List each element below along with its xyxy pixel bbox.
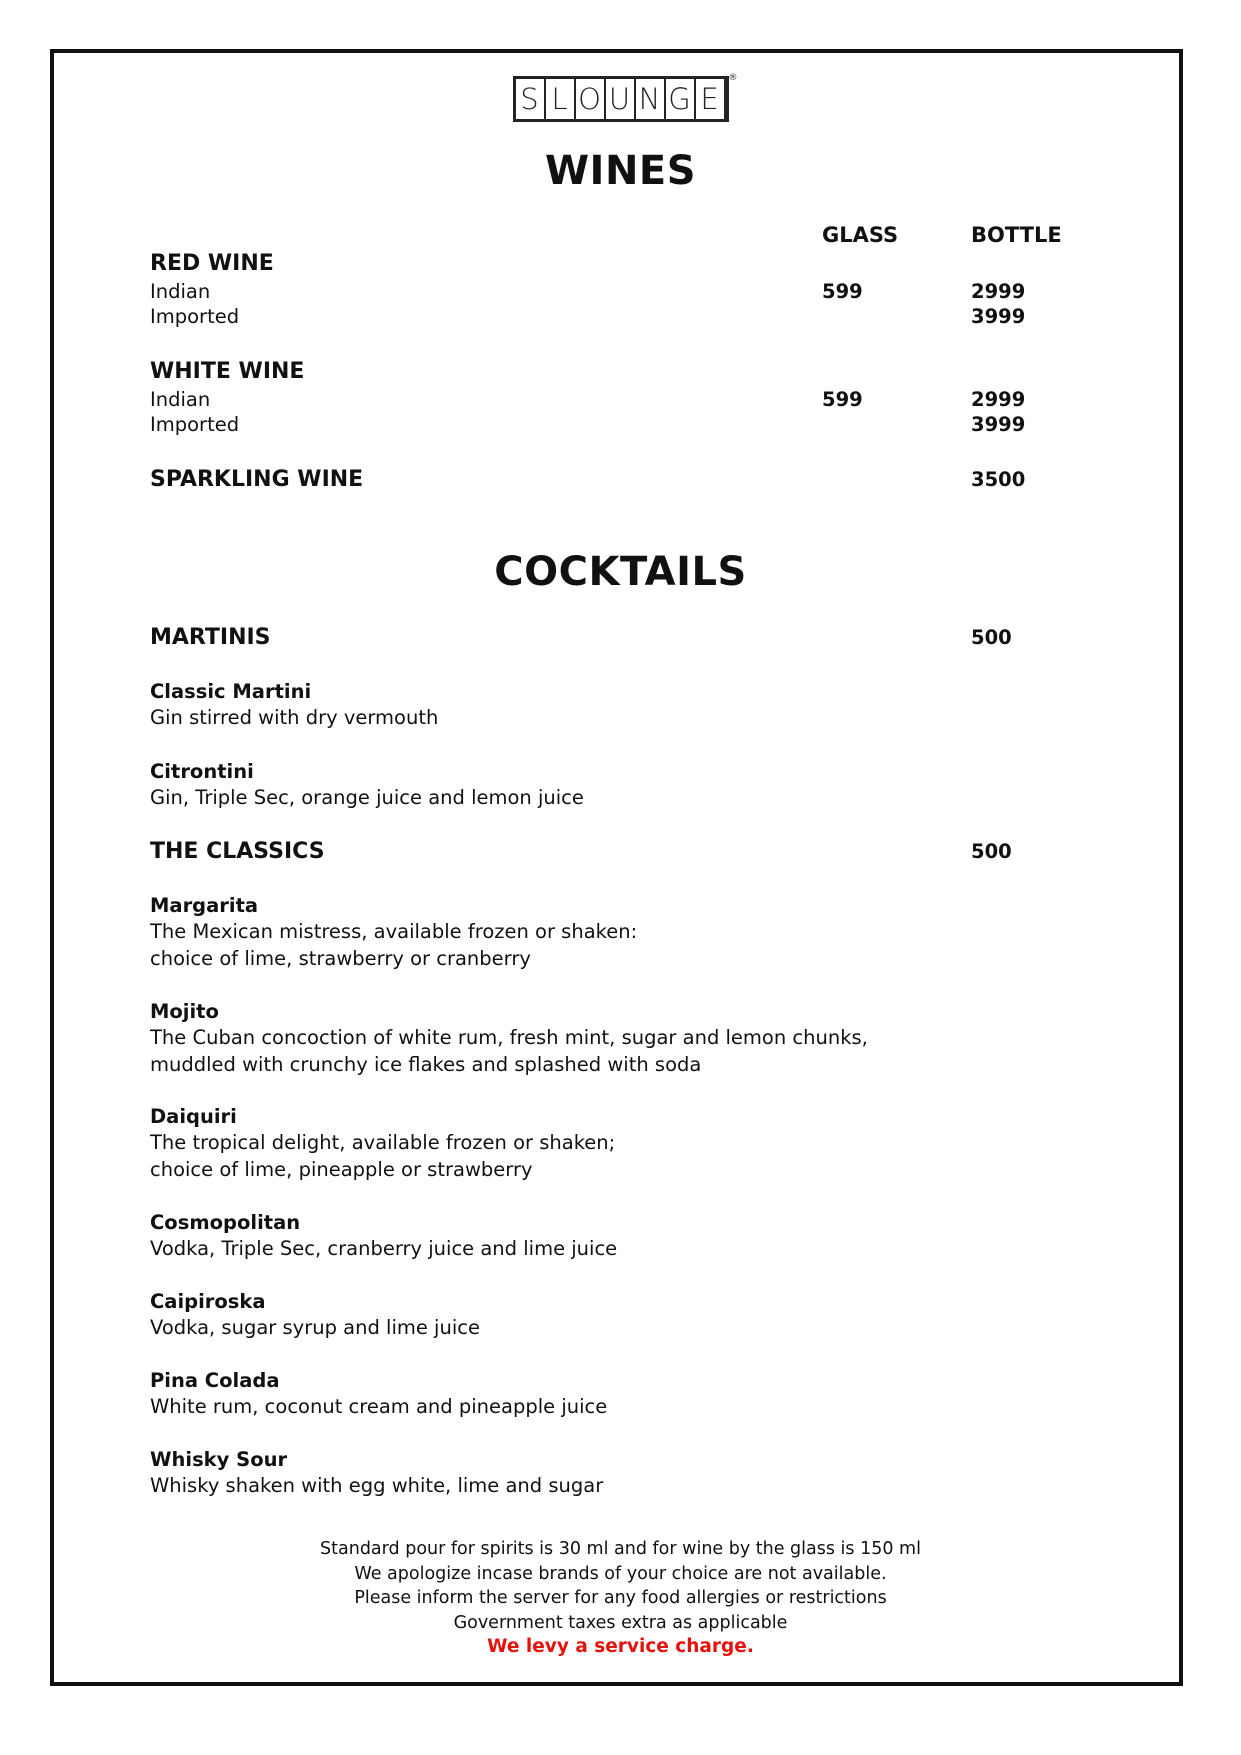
red-wine-indian: Indian — [150, 280, 211, 303]
footer-line: We apologize incase brands of your choice are not available. — [354, 1563, 887, 1584]
registered-mark: ® — [728, 73, 738, 83]
drink-description: The tropical delight, available frozen or shaken; choice of lime, pineapple or strawberry — [150, 1131, 616, 1181]
drink-name: Citrontini — [150, 760, 254, 783]
drink-description: Gin stirred with dry vermouth — [150, 706, 439, 729]
drink-description: The Mexican mistress, available frozen or shaken: choice of lime, strawberry or cranberry — [150, 920, 638, 970]
drink-description: Whisky shaken with egg white, lime and sugar — [150, 1474, 604, 1497]
white-wine-indian: Indian — [150, 388, 211, 411]
white-wine-indian-bottle-price: 2999 — [971, 388, 1026, 411]
white-wine-title: WHITE WINE — [150, 359, 305, 384]
drink-name: Mojito — [150, 1000, 219, 1023]
drink-name: Cosmopolitan — [150, 1211, 301, 1234]
martinis-price: 500 — [971, 626, 1012, 649]
footer-notes — [0, 1537, 1241, 1660]
martinis-title: MARTINIS — [150, 625, 271, 650]
wines-heading: WINES — [544, 148, 697, 194]
white-wine-indian-glass-price: 599 — [822, 388, 863, 411]
red-wine-indian-bottle-price: 2999 — [971, 280, 1026, 303]
drink-name: Pina Colada — [150, 1369, 280, 1392]
white-wine-imported: Imported — [150, 413, 240, 436]
drink-name: Whisky Sour — [150, 1448, 288, 1471]
footer-line: Please inform the server for any food allergies or restrictions — [354, 1588, 887, 1608]
cocktails-heading: COCKTAILS — [494, 549, 747, 595]
logo-letter: N — [636, 79, 666, 119]
logo-letter: U — [606, 79, 636, 119]
drink-description: White rum, coconut cream and pineapple juice — [150, 1395, 608, 1418]
sparkling-wine-bottle-price: 3500 — [971, 468, 1026, 491]
footer-line: Standard pour for spirits is 30 ml and for wine by the glass is 150 ml — [320, 1539, 921, 1559]
logo-letter: O — [576, 79, 606, 119]
drink-name: Daiquiri — [150, 1105, 237, 1128]
logo-letter: L — [546, 79, 576, 119]
drink-description: Gin, Triple Sec, orange juice and lemon juice — [150, 786, 584, 809]
drink-description: Vodka, sugar syrup and lime juice — [150, 1316, 480, 1339]
footer-line: Government taxes extra as applicable — [453, 1612, 788, 1633]
logo-area — [0, 73, 1241, 122]
red-wine-title: RED WINE — [150, 251, 274, 276]
drink-description: Vodka, Triple Sec, cranberry juice and lime juice — [150, 1237, 618, 1260]
sparkling-wine-title: SPARKLING WINE — [150, 467, 364, 492]
logo-letter: S — [516, 79, 546, 119]
logo-letter: E — [696, 79, 726, 119]
glass-column-header: GLASS — [822, 223, 899, 247]
drink-name: Margarita — [150, 894, 259, 917]
slounge-logo — [513, 73, 738, 122]
red-wine-indian-glass-price: 599 — [822, 280, 863, 303]
service-charge-note: We levy a service charge. — [487, 1636, 754, 1657]
red-wine-imported: Imported — [150, 305, 240, 328]
drink-name: Caipiroska — [150, 1290, 266, 1313]
bottle-column-header: BOTTLE — [971, 223, 1062, 247]
drink-name: Classic Martini — [150, 680, 312, 703]
white-wine-imported-bottle-price: 3999 — [971, 413, 1026, 436]
red-wine-imported-bottle-price: 3999 — [971, 305, 1026, 328]
logo-letter: G — [666, 79, 696, 119]
drink-description: The Cuban concoction of white rum, fresh mint, sugar and lemon chunks, muddled with crunchy ice flakes and splashed with soda — [150, 1026, 868, 1076]
classics-title: THE CLASSICS — [150, 839, 325, 864]
classics-price: 500 — [971, 840, 1012, 863]
